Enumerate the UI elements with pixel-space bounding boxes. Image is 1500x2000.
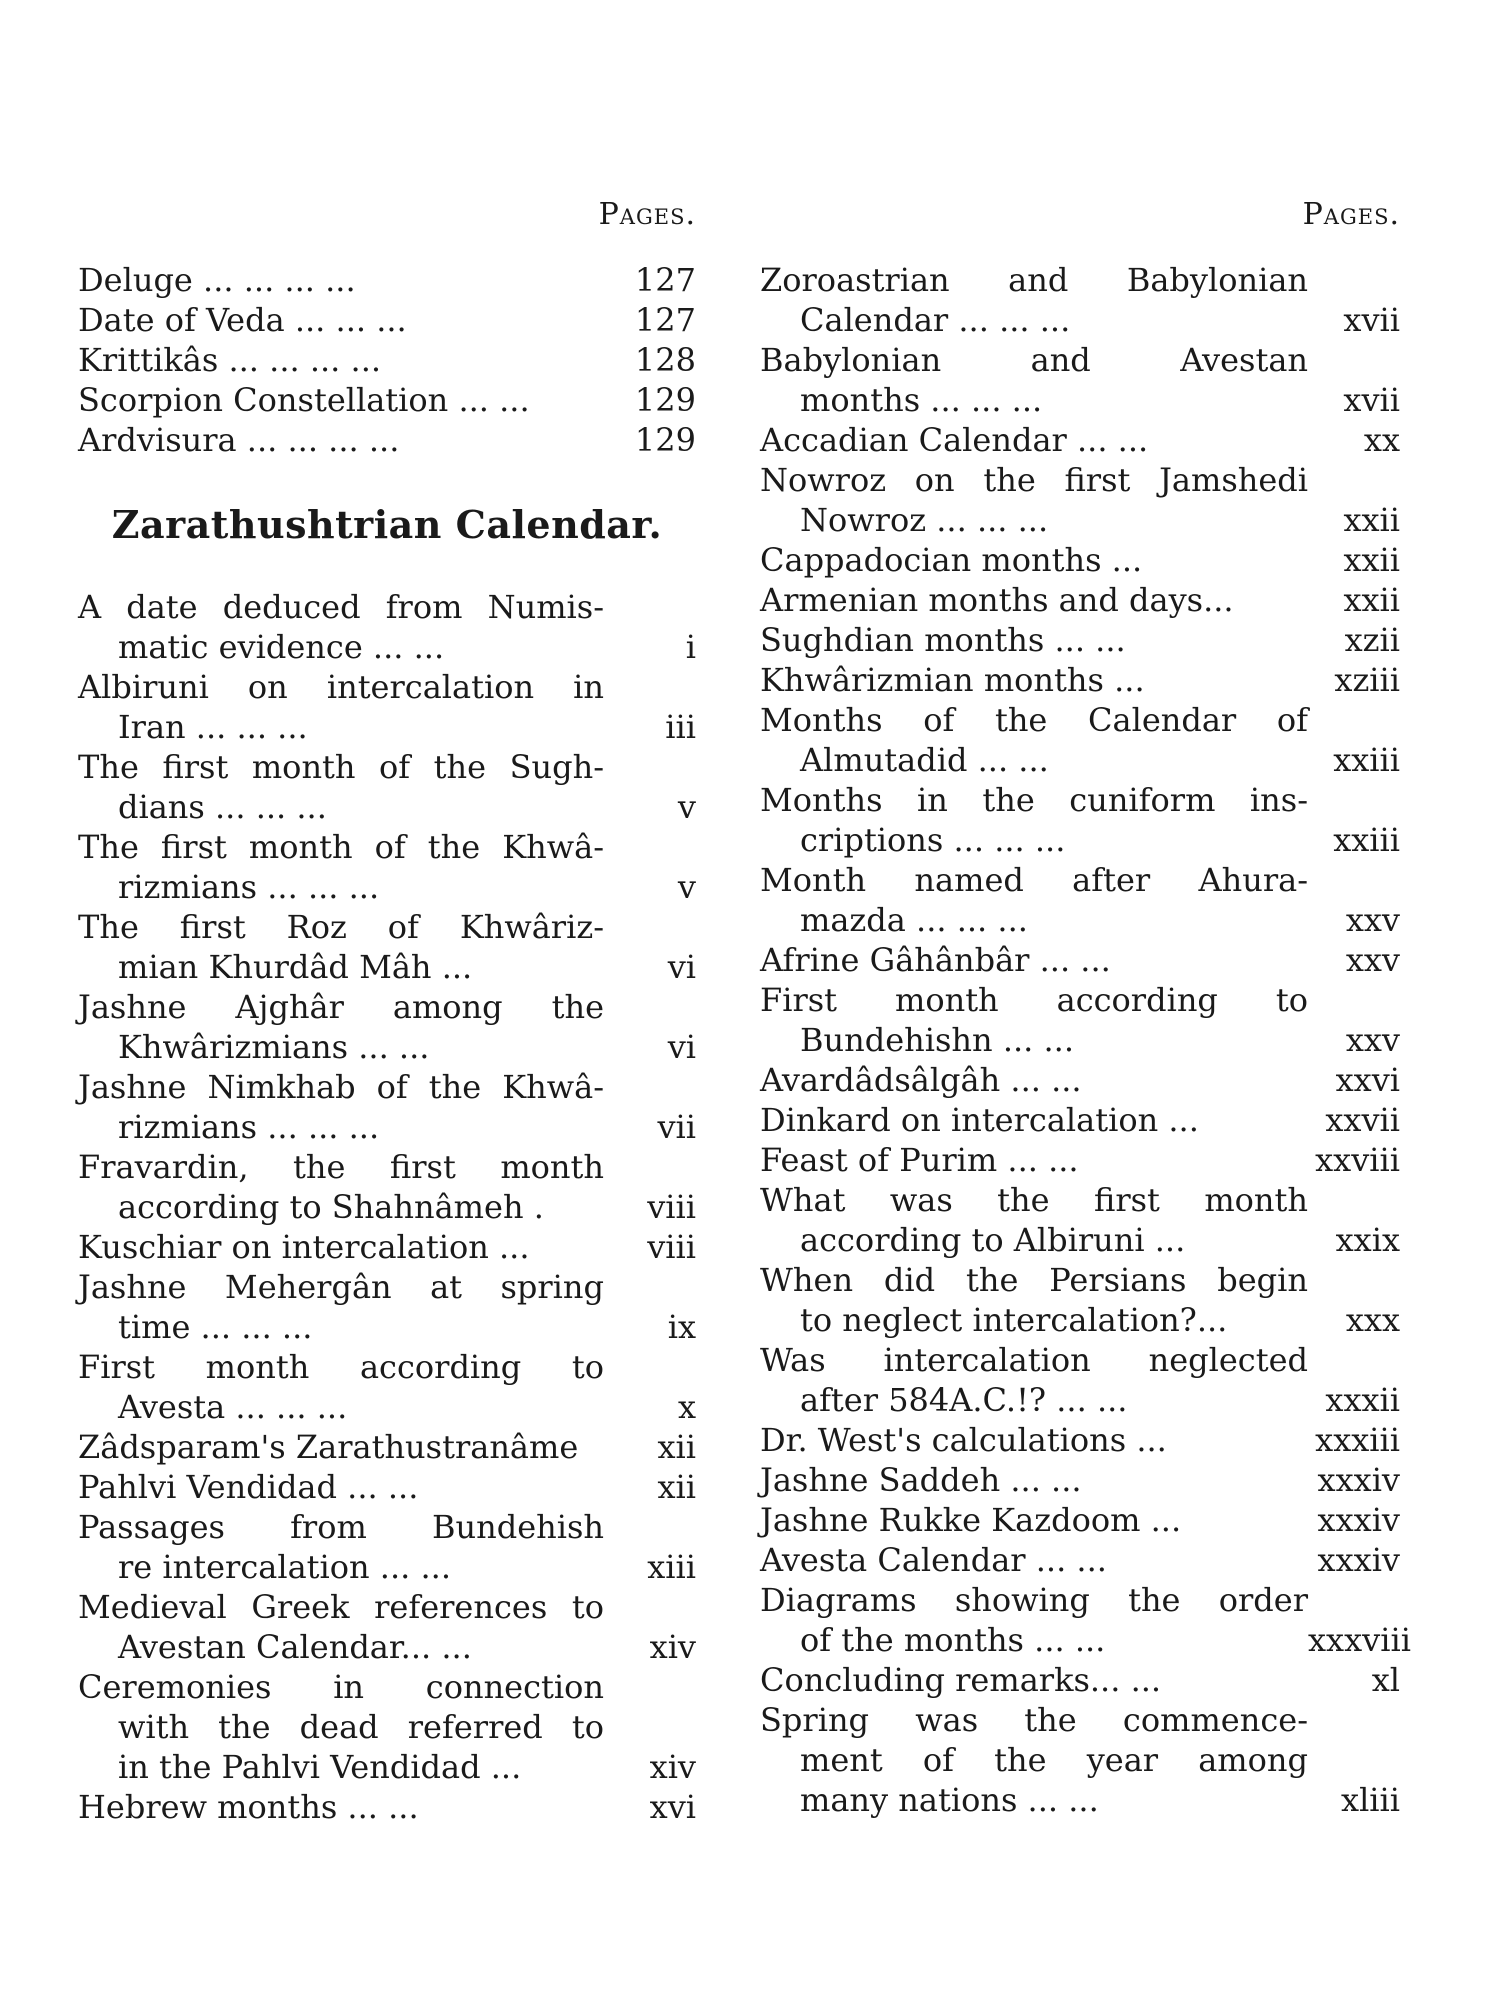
entry-title — [760, 1340, 1308, 1420]
index-entry — [760, 1580, 1411, 1660]
entry-page-number: xzii — [1344, 621, 1400, 659]
entry-title — [78, 1507, 604, 1587]
entry-page-number: xxxiv — [1317, 1501, 1400, 1539]
index-entry — [760, 660, 1400, 700]
entry-line: Avardâdsâlgâh ... ... — [760, 1061, 1082, 1099]
entry-title — [760, 1260, 1308, 1340]
entry-line: Spring was the commence- — [760, 1701, 1308, 1739]
index-entry — [760, 1060, 1400, 1100]
index-entry — [78, 340, 696, 380]
entry-title — [760, 420, 1308, 460]
entry-page-number: i — [685, 628, 696, 666]
entry-title — [78, 380, 604, 420]
entry-line: Date of Veda ... ... ... — [78, 301, 407, 339]
entry-line: The first Roz of Khwâriz- — [78, 908, 604, 946]
entry-line: many nations ... ... — [800, 1781, 1099, 1819]
entry-title — [760, 540, 1308, 580]
entry-title — [78, 1787, 604, 1827]
index-entry — [78, 1787, 696, 1827]
entry-line: with the dead referred to — [118, 1708, 604, 1746]
entry-title — [760, 700, 1308, 780]
index-entry — [760, 460, 1400, 540]
entry-line: Sughdian months ... ... — [760, 621, 1126, 659]
entry-line: Feast of Purim ... ... — [760, 1141, 1079, 1179]
entry-page-number: xxiii — [1333, 821, 1400, 859]
entry-page-number: xxxviii — [1308, 1621, 1411, 1659]
index-entry — [78, 1587, 696, 1667]
entry-page-number: xxx — [1345, 1301, 1400, 1339]
index-entry — [78, 827, 696, 907]
entry-page-number: vi — [667, 1028, 696, 1066]
entry-line: Accadian Calendar ... ... — [760, 421, 1149, 459]
left-column — [78, 197, 696, 1827]
entry-line: rizmians ... ... ... — [118, 868, 380, 906]
index-entry — [78, 1427, 696, 1467]
entry-line: Ardvisura ... ... ... ... — [78, 421, 400, 459]
entry-title — [760, 1500, 1308, 1540]
index-entry — [760, 340, 1400, 420]
entry-page-number: iii — [665, 708, 696, 746]
left-top-list — [78, 260, 696, 460]
entry-line: Zoroastrian and Babylonian — [760, 261, 1308, 299]
pages-header-left: Pages. — [598, 197, 696, 232]
entry-title — [78, 587, 604, 667]
entry-line: Concluding remarks... ... — [760, 1661, 1162, 1699]
entry-page-number: 128 — [634, 341, 696, 379]
index-entry — [78, 260, 696, 300]
entry-page-number: 129 — [634, 381, 696, 419]
index-entry — [760, 1260, 1400, 1340]
index-entry — [78, 300, 696, 340]
index-entry — [760, 1460, 1400, 1500]
index-entry — [78, 1147, 696, 1227]
entry-line: mian Khurdâd Mâh ... — [118, 948, 473, 986]
entry-line: time ... ... ... — [118, 1308, 313, 1346]
entry-line: First month according to — [78, 1348, 604, 1386]
entry-line: Scorpion Constellation ... ... — [78, 381, 530, 419]
index-entry — [78, 747, 696, 827]
index-entry — [78, 907, 696, 987]
index-entry — [760, 780, 1400, 860]
entry-line: according to Albiruni ... — [800, 1221, 1186, 1259]
entry-title — [78, 747, 604, 827]
entry-title — [78, 827, 604, 907]
entry-line: Babylonian and Avestan — [760, 341, 1308, 379]
entry-line: Months of the Calendar of — [760, 701, 1308, 739]
index-entry — [78, 1227, 696, 1267]
entry-line: Jashne Mehergân at spring — [78, 1268, 604, 1306]
entry-title — [760, 860, 1308, 940]
entry-line: A date deduced from Numis- — [78, 588, 604, 626]
entry-page-number: xvii — [1343, 381, 1400, 419]
entry-page-number: xxix — [1335, 1221, 1400, 1259]
entry-page-number: xvi — [649, 1788, 696, 1826]
index-entry — [760, 1540, 1400, 1580]
entry-line: after 584A.C.!? ... ... — [800, 1381, 1128, 1419]
entry-line: Afrine Gâhânbâr ... ... — [760, 941, 1111, 979]
entry-page-number: xxiii — [1333, 741, 1400, 779]
entry-line: ment of the year among — [800, 1741, 1308, 1779]
entry-title — [760, 260, 1308, 340]
entry-line: in the Pahlvi Vendidad ... — [118, 1748, 522, 1786]
index-entry — [760, 980, 1400, 1060]
entry-title — [78, 1227, 604, 1267]
entry-line: Khwârizmian months ... — [760, 661, 1145, 699]
entry-title — [760, 1180, 1308, 1260]
entry-line: The first month of the Sugh- — [78, 748, 604, 786]
entry-title — [760, 980, 1308, 1060]
entry-page-number: xiv — [649, 1628, 696, 1666]
entry-title — [78, 907, 604, 987]
entry-line: of the months ... ... — [800, 1621, 1106, 1659]
entry-page-number: xliii — [1341, 1781, 1400, 1819]
entry-page-number: xxvi — [1335, 1061, 1400, 1099]
entry-line: The first month of the Khwâ- — [78, 828, 604, 866]
entry-line: Medieval Greek references to — [78, 1588, 604, 1626]
entry-line: Jashne Rukke Kazdoom ... — [760, 1501, 1182, 1539]
entry-line: When did the Persians begin — [760, 1261, 1308, 1299]
index-entry — [78, 420, 696, 460]
entry-page-number: xziii — [1334, 661, 1400, 699]
index-entry — [760, 940, 1400, 980]
entry-line: Khwârizmians ... ... — [118, 1028, 430, 1066]
entry-line: Hebrew months ... ... — [78, 1788, 419, 1826]
index-entry — [78, 1347, 696, 1427]
entry-title — [78, 1587, 604, 1667]
entry-title — [78, 987, 604, 1067]
entry-line: Jashne Ajghâr among the — [78, 988, 604, 1026]
index-entry — [760, 1660, 1400, 1700]
entry-title — [78, 1347, 604, 1427]
entry-line: Iran ... ... ... — [118, 708, 308, 746]
entry-line: months ... ... ... — [800, 381, 1043, 419]
entry-title — [760, 1060, 1308, 1100]
entry-line: Avesta Calendar ... ... — [760, 1541, 1107, 1579]
entry-line: Deluge ... ... ... ... — [78, 261, 356, 299]
entry-line: Passages from Bundehish — [78, 1508, 604, 1546]
entry-title — [760, 460, 1308, 540]
entry-line: Avestan Calendar... ... — [118, 1628, 472, 1666]
index-entry — [78, 1267, 696, 1347]
right-list — [760, 260, 1411, 1820]
entry-page-number: xxv — [1345, 901, 1400, 939]
entry-line: Months in the cuniform ins- — [760, 781, 1308, 819]
entry-page-number: xl — [1371, 1661, 1400, 1699]
entry-line: Calendar ... ... ... — [800, 301, 1071, 339]
entry-title — [78, 1147, 604, 1227]
entry-page-number: xxxiv — [1317, 1461, 1400, 1499]
entry-page-number: v — [677, 788, 696, 826]
entry-title — [78, 340, 604, 380]
entry-title — [760, 1700, 1308, 1820]
entry-line: rizmians ... ... ... — [118, 1108, 380, 1146]
entry-title — [78, 667, 604, 747]
entry-title — [760, 620, 1308, 660]
entry-title — [78, 420, 604, 460]
entry-page-number: xxvii — [1325, 1101, 1400, 1139]
entry-title — [760, 1660, 1308, 1700]
entry-page-number: xiv — [649, 1748, 696, 1786]
entry-line: matic evidence ... ... — [118, 628, 445, 666]
entry-page-number: xxv — [1345, 941, 1400, 979]
entry-title — [760, 1580, 1308, 1660]
entry-line: Armenian months and days... — [760, 581, 1234, 619]
entry-page-number: 127 — [634, 261, 696, 299]
entry-title — [760, 1140, 1308, 1180]
pages-header-right: Pages. — [1302, 197, 1400, 232]
entry-page-number: x — [677, 1388, 696, 1426]
entry-page-number: 129 — [634, 421, 696, 459]
entry-page-number: 127 — [634, 301, 696, 339]
entry-line: Dinkard on intercalation ... — [760, 1101, 1199, 1139]
entry-line: Almutadid ... ... — [800, 741, 1049, 779]
entry-line: Fravardin, the first month — [78, 1148, 604, 1186]
entry-title — [78, 1667, 604, 1787]
entry-line: Ceremonies in connection — [78, 1668, 604, 1706]
entry-page-number: ix — [667, 1308, 696, 1346]
entry-line: Kuschiar on intercalation ... — [78, 1228, 530, 1266]
entry-line: Zâdsparam's Zarathustranâme — [78, 1428, 579, 1466]
entry-line: Krittikâs ... ... ... ... — [78, 341, 382, 379]
entry-title — [760, 1100, 1308, 1140]
entry-line: Jashne Saddeh ... ... — [760, 1461, 1082, 1499]
entry-page-number: v — [677, 868, 696, 906]
entry-line: Albiruni on intercalation in — [78, 668, 604, 706]
entry-line: Nowroz ... ... ... — [800, 501, 1049, 539]
section-title: Zarathushtrian Calendar. — [111, 502, 663, 547]
index-entry — [78, 1667, 696, 1787]
entry-page-number: viii — [647, 1188, 696, 1226]
entry-title — [760, 940, 1308, 980]
index-entry — [78, 667, 696, 747]
entry-page-number: xxxiii — [1315, 1421, 1400, 1459]
index-entry — [78, 1067, 696, 1147]
entry-page-number: vi — [667, 948, 696, 986]
entry-page-number: xii — [657, 1468, 696, 1506]
entry-title — [760, 340, 1308, 420]
entry-line: Jashne Nimkhab of the Khwâ- — [78, 1068, 604, 1106]
entry-title — [760, 1540, 1308, 1580]
entry-page-number: xxii — [1343, 501, 1400, 539]
entry-title — [760, 780, 1308, 860]
index-entry — [760, 1700, 1400, 1820]
entry-page-number: xii — [657, 1428, 696, 1466]
index-entry — [760, 580, 1400, 620]
entry-page-number: xiii — [647, 1548, 696, 1586]
entry-title — [78, 300, 604, 340]
entry-page-number: xxii — [1343, 581, 1400, 619]
index-entry — [760, 860, 1400, 940]
entry-line: Avesta ... ... ... — [118, 1388, 348, 1426]
entry-line: Month named after Ahura- — [760, 861, 1308, 899]
entry-line: according to Shahnâmeh . — [118, 1188, 544, 1226]
entry-line: criptions ... ... ... — [800, 821, 1066, 859]
index-entry — [78, 1467, 696, 1507]
index-entry — [78, 380, 696, 420]
entry-page-number: xx — [1363, 421, 1400, 459]
entry-page-number: xvii — [1343, 301, 1400, 339]
index-entry — [760, 540, 1400, 580]
index-entry — [78, 587, 696, 667]
entry-title — [78, 1067, 604, 1147]
entry-title — [78, 1267, 604, 1347]
entry-line: Pahlvi Vendidad ... ... — [78, 1468, 419, 1506]
entry-page-number: xxii — [1343, 541, 1400, 579]
entry-line: mazda ... ... ... — [800, 901, 1028, 939]
left-section-list — [78, 587, 696, 1827]
index-entry — [760, 260, 1400, 340]
entry-title — [78, 1427, 604, 1467]
index-entry — [760, 1140, 1400, 1180]
index-entry — [760, 620, 1400, 660]
entry-line: Diagrams showing the order — [760, 1581, 1308, 1619]
entry-line: Was intercalation neglected — [760, 1341, 1308, 1379]
entry-line: Bundehishn ... ... — [800, 1021, 1075, 1059]
entry-line: to neglect intercalation?... — [800, 1301, 1228, 1339]
right-column — [760, 197, 1411, 1820]
entry-title — [760, 580, 1308, 620]
entry-title — [78, 1467, 604, 1507]
entry-page-number: xxxii — [1325, 1381, 1400, 1419]
entry-page-number: xxv — [1345, 1021, 1400, 1059]
entry-page-number: xxxiv — [1317, 1541, 1400, 1579]
entry-page-number: viii — [647, 1228, 696, 1266]
index-entry — [760, 1500, 1400, 1540]
entry-line: dians ... ... ... — [118, 788, 327, 826]
entry-line: Dr. West's calculations ... — [760, 1421, 1167, 1459]
entry-page-number: xxviii — [1315, 1141, 1400, 1179]
index-entry — [78, 987, 696, 1067]
index-entry — [760, 1180, 1400, 1260]
index-entry — [760, 1420, 1400, 1460]
index-entry — [78, 1507, 696, 1587]
entry-line: First month according to — [760, 981, 1308, 1019]
entry-title — [78, 260, 604, 300]
entry-line: Nowroz on the first Jamshedi — [760, 461, 1308, 499]
index-entry — [760, 1340, 1400, 1420]
entry-page-number: vii — [657, 1108, 696, 1146]
entry-line: re intercalation ... ... — [118, 1548, 451, 1586]
index-entry — [760, 1100, 1400, 1140]
entry-title — [760, 660, 1308, 700]
index-entry — [760, 700, 1400, 780]
entry-title — [760, 1460, 1308, 1500]
entry-line: Cappadocian months ... — [760, 541, 1143, 579]
entry-line: What was the first month — [760, 1181, 1308, 1219]
entry-title — [760, 1420, 1308, 1460]
index-entry — [760, 420, 1400, 460]
